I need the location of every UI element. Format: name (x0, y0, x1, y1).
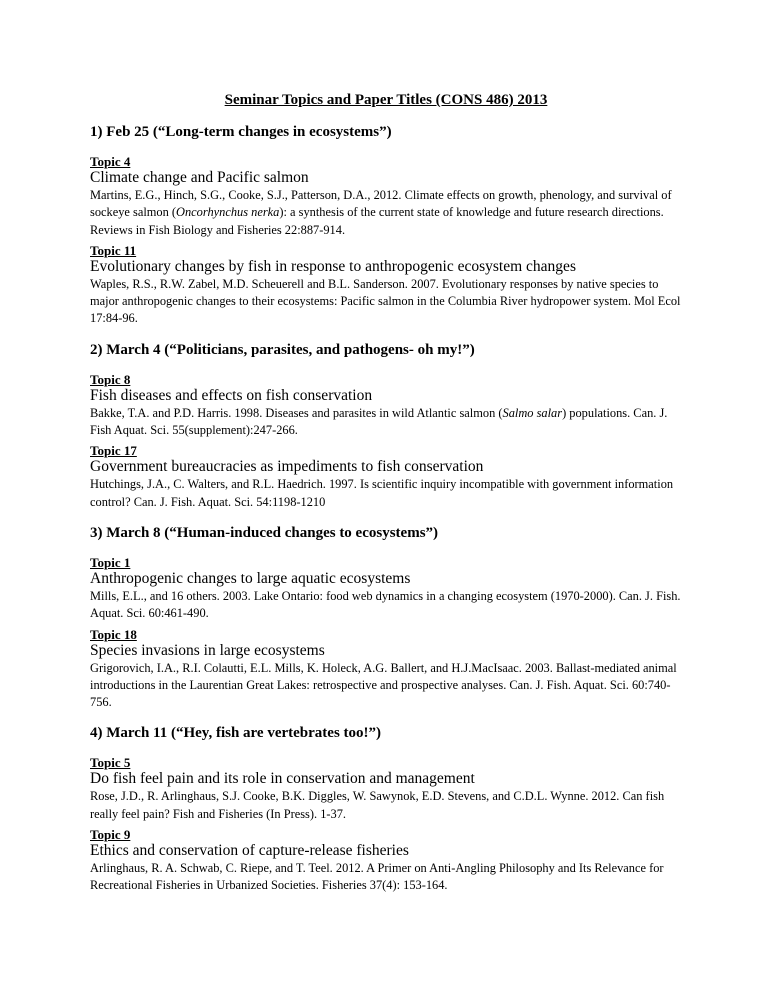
species-name-italic: Salmo salar (502, 405, 563, 420)
sections (90, 122, 682, 895)
citation (90, 276, 682, 328)
seminar-section (90, 122, 682, 328)
citation-text: Mills, E.L., and 16 others. 2003. Lake Ontario: food web dynamics in a changing ecosystem (1970-2000). Can. J. Fish. Aquat. Sci. 60:461-490. (90, 588, 681, 621)
topic-title: Ethics and conservation of capture-release fisheries (90, 842, 409, 860)
seminar-section (90, 723, 682, 894)
topic-block (90, 755, 682, 823)
topic-label: Topic 18 (90, 626, 137, 642)
citation-text: Waples, R.S., R.W. Zabel, M.D. Scheuerell and B.L. Sanderson. 2007. Evolutionary responses by native species to major anthropogenic changes to their ecosystems: Pacific salmon in the Columbia River hydropower system. Mol Ecol 17:84-96. (90, 276, 681, 326)
topic-label: Topic 8 (90, 371, 131, 387)
section-heading: 3) March 8 (“Human-induced changes to ecosystems”) (90, 524, 439, 541)
topic-title: Evolutionary changes by fish in response to anthropogenic ecosystem changes (90, 257, 576, 275)
topic-label: Topic 17 (90, 443, 137, 459)
citation-text: Hutchings, J.A., C. Walters, and R.L. Haedrich. 1997. Is scientific inquiry incompatible with government information control? Can. J. Fish. Aquat. Sci. 54:1198-1210 (90, 477, 674, 509)
topic-block (90, 627, 682, 712)
topic-title: Climate change and Pacific salmon (90, 169, 309, 186)
citation (90, 187, 682, 239)
citation (90, 476, 682, 511)
citation (90, 660, 682, 712)
citation-text: Grigorovich, I.A., R.I. Colautti, E.L. Mills, K. Holeck, A.G. Ballert, and H.J.MacIsaac. 2003. Ballast-mediated animal introductions in the Laurentian Great Lakes: retrospective and prospective analyses. Can. J. Fish. Aquat. Sci. 60:740-756. (90, 660, 677, 710)
topic-block (90, 372, 682, 440)
citation (90, 860, 682, 895)
topic-title: Anthropogenic changes to large aquatic ecosystems (90, 569, 411, 587)
species-name-italic: Oncorhynchus nerka (176, 205, 280, 220)
citation (90, 405, 682, 440)
topic-block (90, 154, 682, 239)
citation-text: Rose, J.D., R. Arlinghaus, S.J. Cooke, B.K. Diggles, W. Sawynok, E.D. Stevens, and C.D.L. Wynne. 2012. Can fish really feel pain? Fish and Fisheries (In Press). 1-37. (90, 789, 665, 821)
topic-label: Topic 5 (90, 755, 131, 771)
section-heading: 4) March 11 (“Hey, fish are vertebrates too!”) (90, 725, 382, 742)
topic-title: Government bureaucracies as impediments to fish conservation (90, 458, 484, 476)
citation-text: Arlinghaus, R. A. Schwab, C. Riepe, and T. Teel. 2012. A Primer on Anti-Angling Philosophy and Its Relevance for Recreational Fisheries in Urbanized Societies. Fisheries 37(4): 153-164. (90, 861, 664, 893)
section-heading: 2) March 4 (“Politicians, parasites, and pathogens- oh my!”) (90, 341, 475, 358)
topic-label: Topic 1 (90, 554, 131, 570)
document-title: Seminar Topics and Paper Titles (CONS 486) 2013 (224, 92, 548, 108)
topic-block (90, 555, 682, 623)
citation (90, 788, 682, 823)
topic-label: Topic 11 (90, 242, 137, 258)
topic-block (90, 443, 682, 511)
seminar-section (90, 340, 682, 511)
citation-text: ) populations. Can. J. Fish Aquat. Sci. 55(supplement):247-266. (90, 405, 668, 438)
topic-block (90, 243, 682, 328)
citation-text: Bakke, T.A. and P.D. Harris. 1998. Diseases and parasites in wild Atlantic salmon ( (90, 405, 503, 420)
topic-label: Topic 9 (90, 827, 131, 843)
section-heading: 1) Feb 25 (“Long-term changes in ecosystems”) (90, 124, 392, 140)
topic-block (90, 827, 682, 895)
topic-title: Fish diseases and effects on fish conservation (90, 386, 373, 404)
topic-title: Do fish feel pain and its role in conservation and management (90, 770, 475, 788)
citation-text: ): a synthesis of the current state of knowledge and future research directions. Reviews in Fish Biology and Fisheries 22:887-914. (90, 205, 664, 237)
topic-title: Species invasions in large ecosystems (90, 641, 325, 659)
citation (90, 588, 682, 623)
topic-label: Topic 4 (90, 154, 131, 169)
citation-text: Martins, E.G., Hinch, S.G., Cooke, S.J., Patterson, D.A., 2012. Climate effects on growth, phenology, and survival of sockeye salmon ( (90, 188, 672, 220)
seminar-section (90, 523, 682, 711)
